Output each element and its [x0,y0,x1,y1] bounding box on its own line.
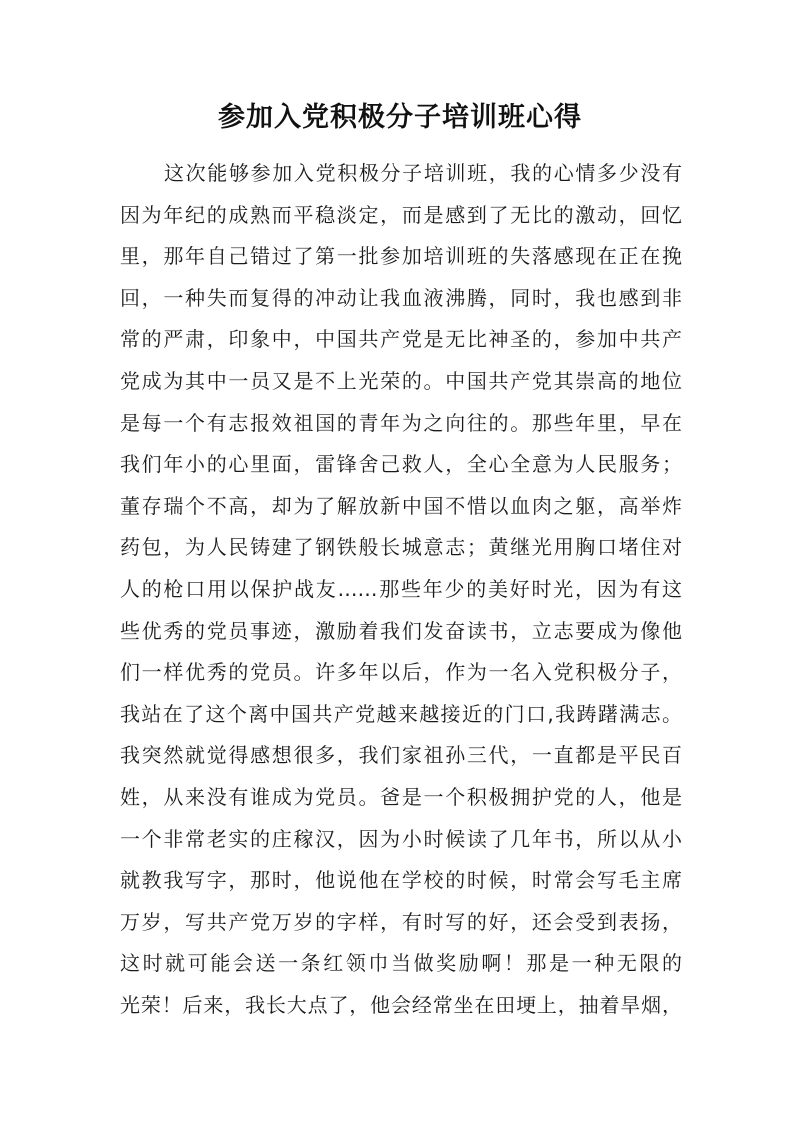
text-line: 们一样优秀的党员。许多年以后，作为一名入党积极分子， [120,660,682,685]
text-line: 一个非常老实的庄稼汉，因为小时候读了几年书，所以从小 [120,826,682,851]
text-line: 党成为其中一员又是不上光荣的。中国共产党其崇高的地位 [120,368,682,393]
text-line: 人的枪口用以保护战友……那些年少的美好时光，因为有这 [120,576,682,601]
text-line: 我们年小的心里面，雷锋舍己救人，全心全意为人民服务； [120,452,682,477]
text-line: 药包，为人民铸建了钢铁般长城意志；黄继光用胸口堵住对 [120,535,682,560]
text-line: 是每一个有志报效祖国的青年为之向往的。那些年里，早在 [120,410,682,435]
text-line: 里，那年自己错过了第一批参加培训班的失落感现在正在挽 [120,244,682,269]
document-title: 参加入党积极分子培训班心得 [218,102,582,133]
text-line: 我站在了这个离中国共产党越来越接近的门口,我踌躇满志。 [120,701,682,726]
document-body [120,153,682,1026]
text-line: 这次能够参加入党积极分子培训班，我的心情多少没有 [164,161,682,185]
text-line: 回，一种失而复得的冲动让我血液沸腾，同时，我也感到非 [120,285,682,310]
text-line: 这时就可能会送一条红领巾当做奖励啊！那是一种无限的 [120,951,682,976]
text-line: 因为年纪的成熟而平稳淡定，而是感到了无比的激动，回忆 [120,202,682,227]
text-line: 董存瑞个不高，却为了解放新中国不惜以血肉之躯，高举炸 [120,493,682,518]
text-line: 万岁，写共产党万岁的字样，有时写的好，还会受到表扬， [120,909,682,934]
text-line: 常的严肃，印象中，中国共产党是无比神圣的，参加中共产 [120,327,682,352]
text-line: 就教我写字，那时，他说他在学校的时候，时常会写毛主席 [120,868,682,893]
text-line: 我突然就觉得感想很多，我们家祖孙三代，一直都是平民百 [120,743,682,768]
text-line: 光荣！后来，我长大点了，他会经常坐在田埂上，抽着旱烟， [120,992,682,1017]
text-line: 姓，从来没有谁成为党员。爸是一个积极拥护党的人，他是 [120,784,682,809]
text-line: 些优秀的党员事迹，激励着我们发奋读书，立志要成为像他 [120,618,682,643]
